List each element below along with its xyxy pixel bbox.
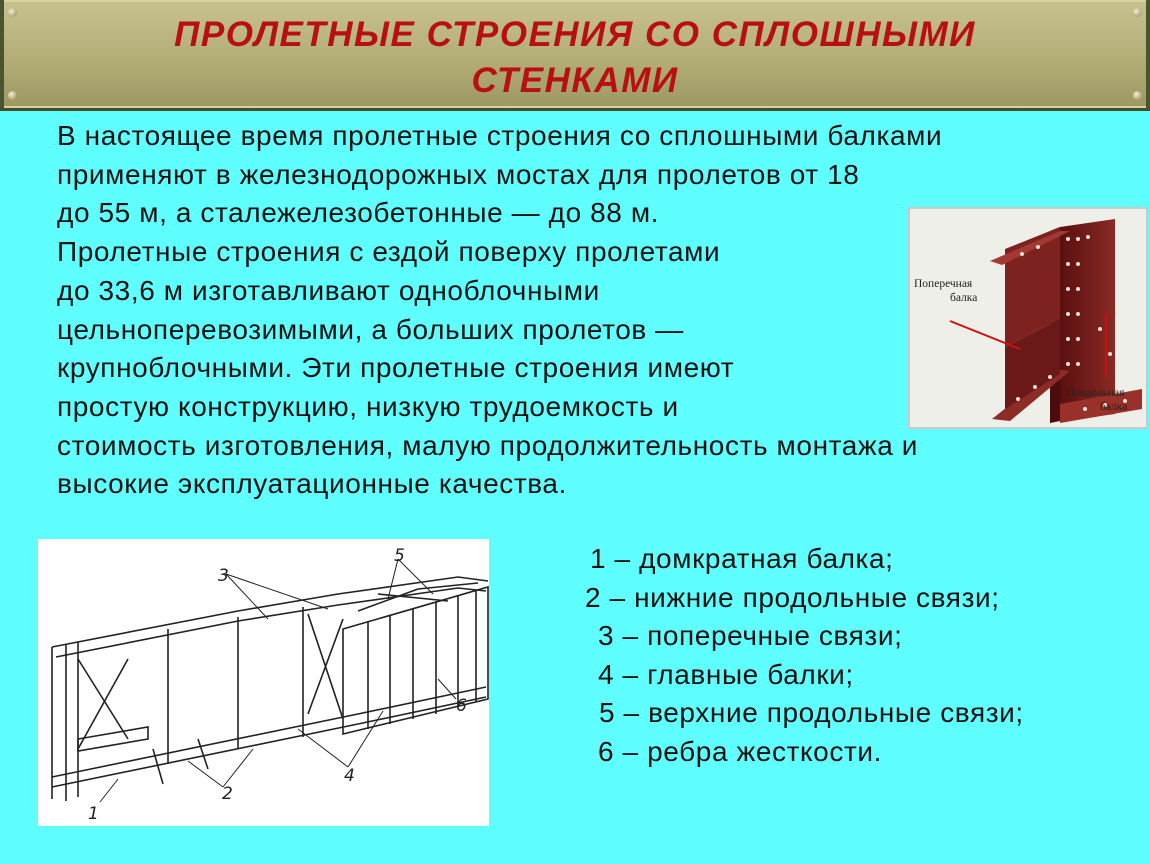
legend-list	[580, 540, 1024, 771]
beam-illustration	[910, 209, 1146, 427]
label-cross-beam-2: балка	[950, 292, 978, 304]
callout-3: 3	[218, 566, 229, 586]
legend-item: 4 – главные балки;	[598, 658, 854, 690]
rivet-icon	[1133, 8, 1142, 17]
rivet-icon	[8, 91, 17, 100]
legend-item: 6 – ребра жесткости.	[598, 735, 883, 767]
rivet-icon	[8, 8, 17, 17]
span-structure-drawing	[38, 539, 489, 826]
label-cross-beam-1: Поперечная	[914, 278, 973, 290]
body-line: применяют в железнодорожных мостах для пролетов от 18	[57, 158, 860, 190]
callout-6: 6	[456, 696, 467, 716]
callout-2: 2	[222, 784, 233, 804]
legend-item: 5 – верхние продольные связи;	[599, 697, 1024, 728]
page-title	[20, 12, 1130, 104]
body-line: до 33,6 м изготавливают одноблочными	[57, 274, 600, 306]
legend-item: 1 – домкратная балка;	[590, 543, 894, 574]
body-line: цельноперевозимыми, а больших пролетов —	[57, 313, 684, 345]
body-line: до 55 м, а сталежелезобетонные — до 88 м.	[57, 197, 660, 229]
body-line: стоимость изготовления, малую продолжительность монтажа и	[57, 429, 919, 461]
title-line-1: ПРОЛЕТНЫЕ СТРОЕНИЯ СО СПЛОШНЫМИ	[174, 15, 976, 54]
body-line: крупноблочными. Эти пролетные строения имеют	[57, 352, 735, 384]
title-bar	[0, 0, 1150, 111]
callout-4: 4	[344, 766, 355, 786]
body-line: высокие эксплуатационные качества.	[57, 468, 567, 500]
rivet-icon	[1133, 91, 1142, 100]
title-line-2: СТЕНКАМИ	[471, 61, 679, 100]
body-line: простую конструкцию, низкую трудоемкость и	[57, 390, 679, 422]
callout-1: 1	[88, 804, 99, 824]
body-line: Пролетные строения с ездой поверху пролетами	[57, 236, 721, 268]
label-long-beam-2: балка	[1100, 401, 1128, 413]
legend-item: 3 – поперечные связи;	[598, 620, 903, 651]
callout-5: 5	[394, 546, 405, 566]
beam-photo	[908, 207, 1148, 429]
legend-item: 2 – нижние продольные связи;	[585, 581, 1000, 613]
label-long-beam-1: Продольная	[1066, 387, 1125, 399]
body-line: В настоящее время пролетные строения со сплошными балками	[57, 120, 943, 151]
structure-diagram	[38, 539, 489, 826]
